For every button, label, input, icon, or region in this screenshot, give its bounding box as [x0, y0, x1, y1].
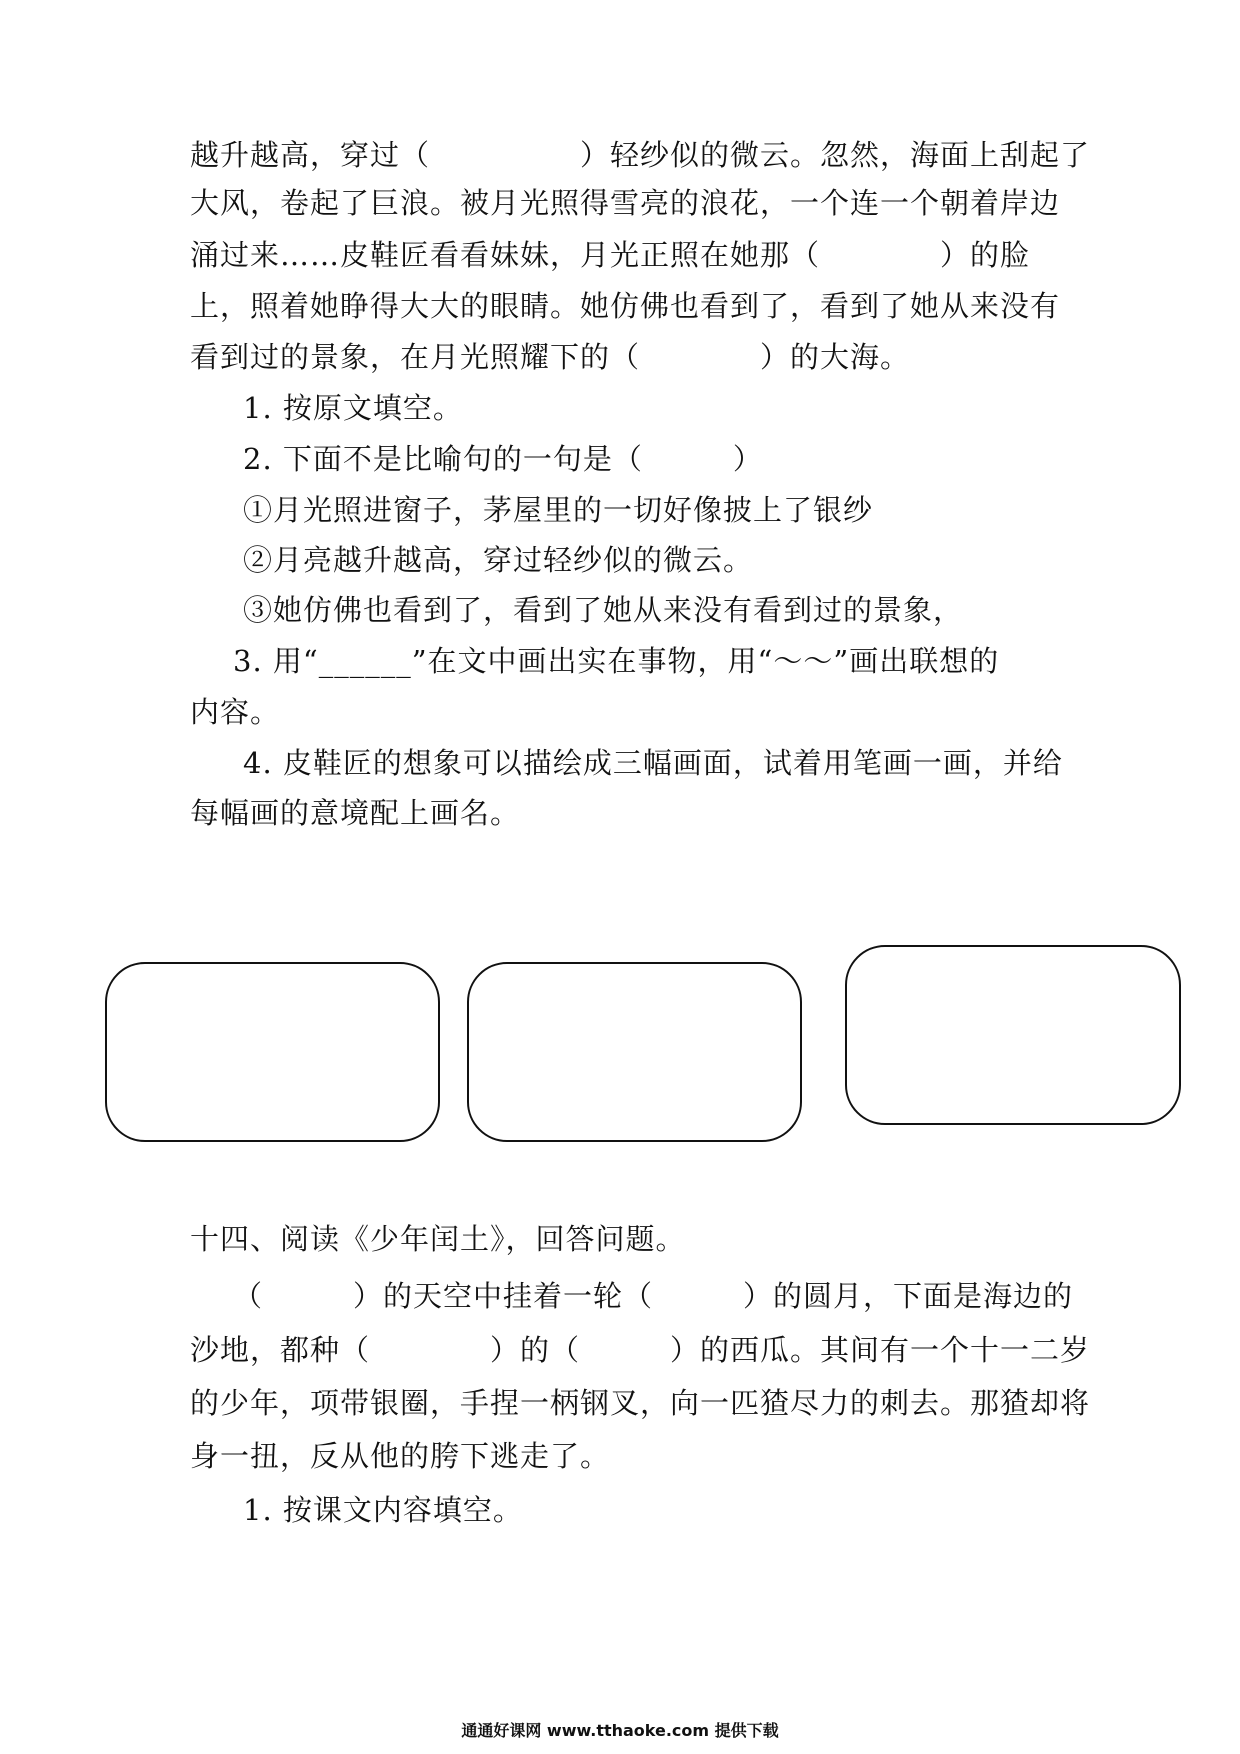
drawing-box-1[interactable]	[105, 962, 440, 1142]
question-2-option-1: ①月光照进窗子，茅屋里的一切好像披上了银纱	[243, 493, 874, 527]
question-2: 2. 下面不是比喻句的一句是（ ）	[243, 442, 763, 476]
question-4-line-1: 4. 皮鞋匠的想象可以描绘成三幅画面，试着用笔画一画，并给	[243, 746, 1063, 780]
passage1-line-3: 涌过来……皮鞋匠看看妹妹，月光正照在她那（ ）的脸	[190, 238, 1031, 272]
question-1: 1. 按原文填空。	[243, 391, 463, 425]
question-4-line-2: 每幅画的意境配上画名。	[190, 796, 521, 830]
section-14-line-4: 身一扭，反从他的胯下逃走了。	[190, 1439, 611, 1473]
passage1-line-5: 看到过的景象，在月光照耀下的（ ）的大海。	[190, 340, 911, 374]
passage1-line-2: 大风，卷起了巨浪。被月光照得雪亮的浪花，一个连一个朝着岸边	[190, 186, 1061, 220]
section-14-question-1: 1. 按课文内容填空。	[243, 1493, 523, 1527]
section-14-line-1: （ ）的天空中挂着一轮（ ）的圆月，下面是海边的	[233, 1279, 1074, 1313]
section-14-line-3: 的少年，项带银圈，手捏一柄钢叉，向一匹猹尽力的刺去。那猹却将	[190, 1386, 1091, 1420]
passage1-line-1: 越升越高，穿过（ ）轻纱似的微云。忽然，海面上刮起了	[190, 138, 1091, 172]
question-3-line-1: 3. 用“______”在文中画出实在事物，用“～～”画出联想的	[233, 644, 1000, 678]
section-14-line-2: 沙地，都种（ ）的（ ）的西瓜。其间有一个十一二岁	[190, 1333, 1091, 1367]
drawing-box-3[interactable]	[845, 945, 1181, 1125]
drawing-box-2[interactable]	[467, 962, 802, 1142]
question-2-option-3: ③她仿佛也看到了，看到了她从来没有看到过的景象，	[243, 593, 964, 627]
question-2-option-2: ②月亮越升越高，穿过轻纱似的微云。	[243, 543, 754, 577]
section-14-heading: 十四、阅读《少年闰土》，回答问题。	[190, 1222, 686, 1256]
question-3-line-2: 内容。	[190, 695, 281, 729]
passage1-line-4: 上，照着她睁得大大的眼睛。她仿佛也看到了，看到了她从来没有	[190, 289, 1061, 323]
footer-source: 通通好课网 www.tthaoke.com 提供下载	[461, 1721, 779, 1740]
